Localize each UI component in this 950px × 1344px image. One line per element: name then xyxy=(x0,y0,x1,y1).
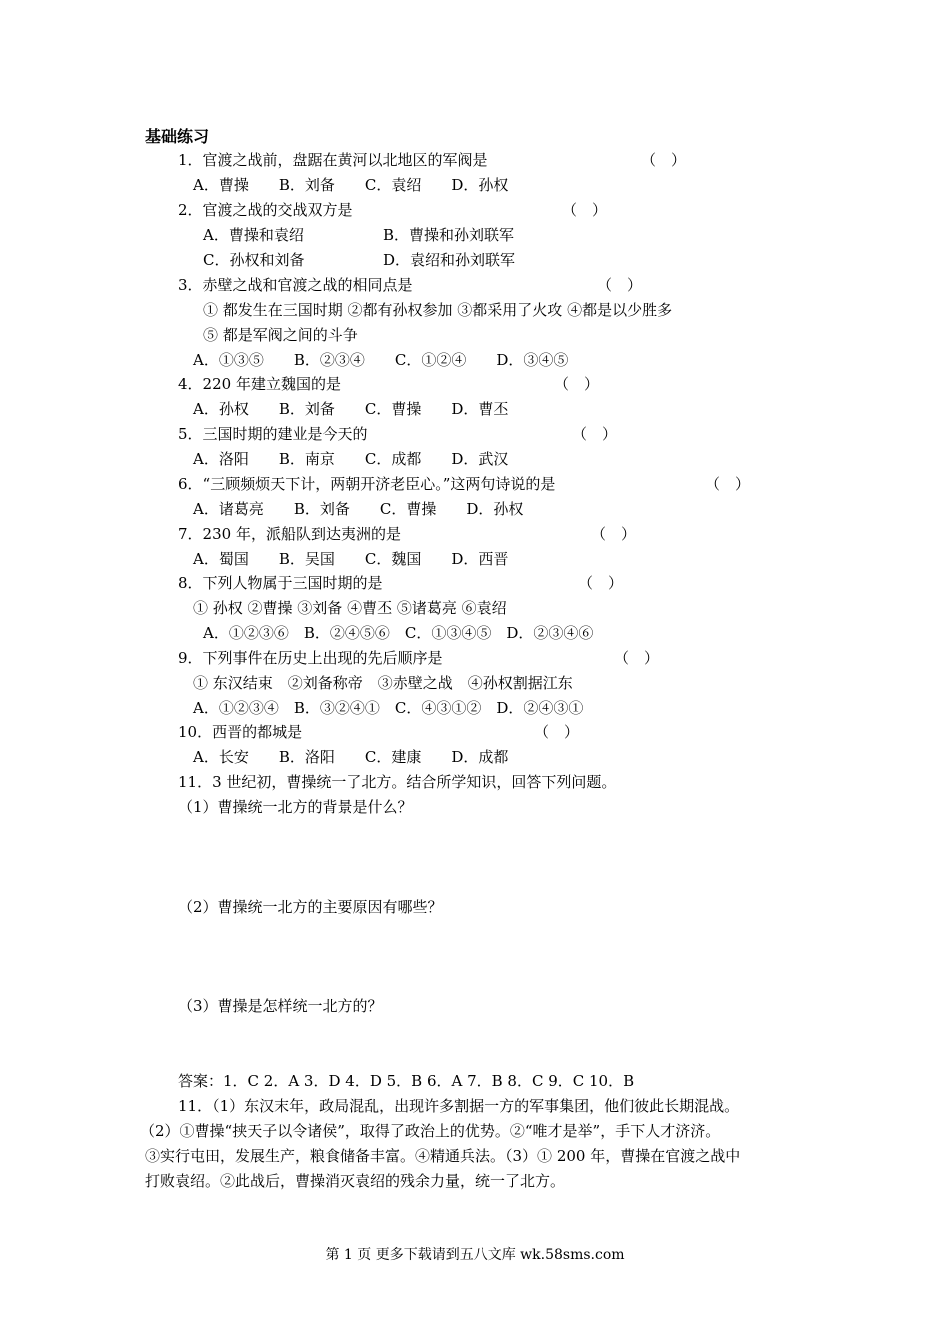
question-4-stem: 4．220 年建立魏国的是 xyxy=(178,375,341,393)
question-8-stem: 8．下列人物属于三国时期的是 xyxy=(178,574,383,592)
question-5-options: A．洛阳 B．南京 C．成都 D．武汉 xyxy=(193,450,509,468)
question-7-stem: 7．230 年，派船队到达夷洲的是 xyxy=(178,525,401,543)
page-footer: 第 1 页 更多下载请到五八文库 wk.58sms.com xyxy=(325,1247,625,1263)
question-2-option-b: B．曹操和孙刘联军 xyxy=(383,226,515,244)
answer-key-line-5: 打败袁绍。②此战后，曹操消灭袁绍的残余力量，统一了北方。 xyxy=(145,1172,566,1190)
question-2-option-c: C．孙权和刘备 xyxy=(203,251,305,269)
question-5-answer-blank: （ ） xyxy=(572,425,618,443)
question-2-option-d: D．袁绍和孙刘联军 xyxy=(383,251,516,269)
answer-key-line-4: ③实行屯田，发展生产，粮食储备丰富。④精通兵法。（3）① 200 年，曹操在官渡之战中 xyxy=(145,1147,741,1165)
question-10-options: A．长安 B．洛阳 C．建康 D．成都 xyxy=(193,748,509,766)
question-10-answer-blank: （ ） xyxy=(534,723,580,741)
question-6-answer-blank: （ ） xyxy=(705,475,751,493)
question-9-items: ① 东汉结束 ②刘备称帝 ③赤壁之战 ④孙权割据江东 xyxy=(193,674,573,692)
question-8-answer-blank: （ ） xyxy=(578,574,624,592)
question-3-options: A．①③⑤ B．②③④ C．①②④ D．③④⑤ xyxy=(193,351,569,369)
question-1-options: A．曹操 B．刘备 C．袁绍 D．孙权 xyxy=(193,176,509,194)
question-9-options: A．①②③④ B．③②④① C．④③①② D．②④③① xyxy=(193,699,584,717)
question-5-stem: 5．三国时期的建业是今天的 xyxy=(178,425,368,443)
question-4-answer-blank: （ ） xyxy=(554,375,600,393)
question-4-options: A．孙权 B．刘备 C．曹操 D．曹丕 xyxy=(193,400,509,418)
question-1-stem: 1．官渡之战前，盘踞在黄河以北地区的军阀是 xyxy=(178,151,488,169)
question-11-sub-1: （1）曹操统一北方的背景是什么？ xyxy=(178,798,413,816)
question-3-items-line-2: ⑤ 都是军阀之间的斗争 xyxy=(203,326,358,344)
question-11-stem: 11．3 世纪初，曹操统一了北方。结合所学知识，回答下列问题。 xyxy=(178,773,617,791)
question-6-options: A．诸葛亮 B．刘备 C．曹操 D．孙权 xyxy=(193,500,524,518)
question-9-stem: 9．下列事件在历史上出现的先后顺序是 xyxy=(178,649,443,667)
question-9-answer-blank: （ ） xyxy=(614,649,660,667)
question-2-stem: 2．官渡之战的交战双方是 xyxy=(178,201,353,219)
section-title: 基础练习 xyxy=(145,127,210,146)
answer-key-line-2: 11．（1）东汉末年，政局混乱，出现许多割据一方的军事集团，他们彼此长期混战。 xyxy=(178,1097,740,1115)
question-1-answer-blank: （ ） xyxy=(641,151,687,169)
answer-key-line-1: 答案：1．C 2．A 3．D 4．D 5．B 6．A 7．B 8．C 9．C 10．B xyxy=(178,1072,635,1090)
question-3-stem: 3．赤壁之战和官渡之战的相同点是 xyxy=(178,276,413,294)
question-11-sub-2: （2）曹操统一北方的主要原因有哪些？ xyxy=(178,898,443,916)
question-3-items-line-1: ① 都发生在三国时期 ②都有孙权参加 ③都采用了火攻 ④都是以少胜多 xyxy=(203,301,673,319)
question-7-options: A．蜀国 B．吴国 C．魏国 D．西晋 xyxy=(193,550,509,568)
question-8-items: ① 孙权 ②曹操 ③刘备 ④曹丕 ⑤诸葛亮 ⑥袁绍 xyxy=(193,599,507,617)
question-8-options: A．①②③⑥ B．②④⑤⑥ C．①③④⑤ D．②③④⑥ xyxy=(203,624,594,642)
question-2-option-a: A．曹操和袁绍 xyxy=(203,226,304,244)
question-10-stem: 10．西晋的都城是 xyxy=(178,723,303,741)
question-6-stem: 6．“三顾频烦天下计，两朝开济老臣心。”这两句诗说的是 xyxy=(178,475,556,493)
question-2-answer-blank: （ ） xyxy=(562,201,608,219)
question-7-answer-blank: （ ） xyxy=(591,525,637,543)
answer-key-line-3: （2）①曹操“挟天子以令诸侯”，取得了政治上的优势。②“唯才是举”，手下人才济济。 xyxy=(140,1122,721,1140)
question-11-sub-3: （3）曹操是怎样统一北方的？ xyxy=(178,997,383,1015)
question-3-answer-blank: （ ） xyxy=(597,276,643,294)
